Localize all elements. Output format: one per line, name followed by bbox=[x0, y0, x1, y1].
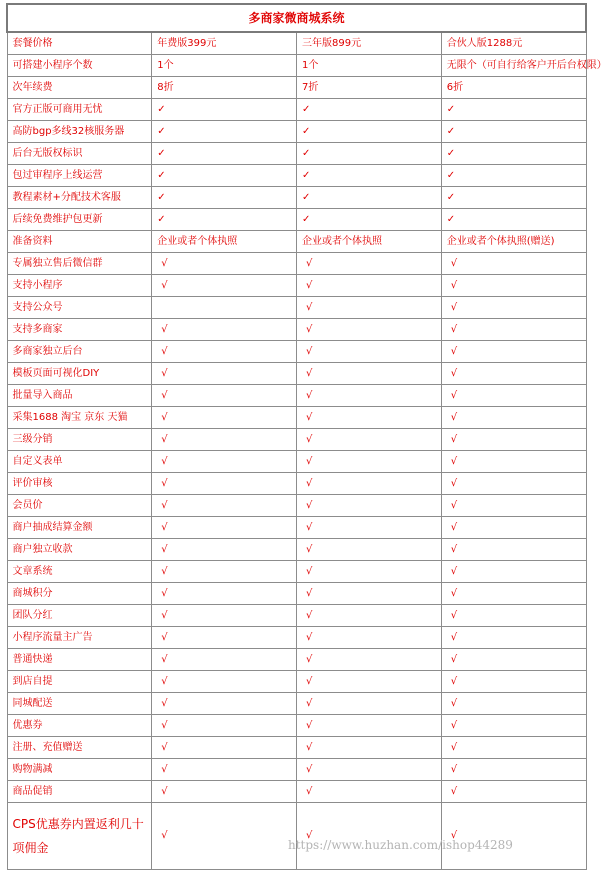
feature-name-cell: 优惠券 bbox=[7, 715, 152, 737]
feature-name-cell: 采集1688 淘宝 京东 天猫 bbox=[7, 407, 152, 429]
feature-name-cell: CPS优惠券内置返利几十项佣金 bbox=[7, 803, 152, 870]
table-title-row bbox=[7, 4, 586, 32]
plan-value-cell: √ bbox=[441, 693, 586, 715]
feature-row bbox=[7, 649, 586, 671]
plan-value-cell: ✓ bbox=[441, 209, 586, 231]
feature-row bbox=[7, 473, 586, 495]
plan-value-cell: √ bbox=[441, 539, 586, 561]
plan-value-cell: √ bbox=[297, 407, 442, 429]
table-title: 多商家微商城系统 bbox=[7, 4, 586, 32]
plan-value-cell: √ bbox=[152, 671, 297, 693]
feature-name-cell: 普通快递 bbox=[7, 649, 152, 671]
feature-name-cell: 评价审核 bbox=[7, 473, 152, 495]
feature-row bbox=[7, 495, 586, 517]
plan-value-cell: √ bbox=[152, 363, 297, 385]
feature-row bbox=[7, 517, 586, 539]
plan-value-cell: √ bbox=[297, 363, 442, 385]
plan-value-cell: √ bbox=[297, 517, 442, 539]
feature-row bbox=[7, 693, 586, 715]
plan-value-cell: ✓ bbox=[441, 165, 586, 187]
plan-value-cell: √ bbox=[441, 759, 586, 781]
feature-row bbox=[7, 451, 586, 473]
plan-value-cell: ✓ bbox=[297, 165, 442, 187]
feature-row bbox=[7, 319, 586, 341]
header-cell-annual: 年费版399元 bbox=[152, 32, 297, 55]
feature-name-cell: 支持小程序 bbox=[7, 275, 152, 297]
feature-name-cell: 购物满减 bbox=[7, 759, 152, 781]
plan-value-cell: 6折 bbox=[441, 77, 586, 99]
checkmark-row bbox=[7, 165, 586, 187]
plan-value-cell: √ bbox=[297, 627, 442, 649]
plan-value-cell: √ bbox=[297, 803, 442, 870]
feature-row bbox=[7, 429, 586, 451]
feature-row bbox=[7, 715, 586, 737]
plan-value-cell: √ bbox=[441, 341, 586, 363]
plan-value-cell: √ bbox=[297, 429, 442, 451]
watermark-url: https://www.huzhan.com/ishop44289 bbox=[288, 838, 513, 852]
plan-value-cell: √ bbox=[441, 407, 586, 429]
plan-value-cell: √ bbox=[152, 803, 297, 870]
plan-value-cell: √ bbox=[441, 781, 586, 803]
plan-value-cell: √ bbox=[441, 385, 586, 407]
plan-value-cell: √ bbox=[152, 341, 297, 363]
feature-name-cell: 支持多商家 bbox=[7, 319, 152, 341]
feature-name-cell: 注册、充值赠送 bbox=[7, 737, 152, 759]
feature-row bbox=[7, 671, 586, 693]
plan-value-cell: 企业或者个体执照 bbox=[297, 231, 442, 253]
plan-value-cell: √ bbox=[441, 319, 586, 341]
plan-value-cell: ✓ bbox=[297, 143, 442, 165]
plan-value-cell: √ bbox=[441, 451, 586, 473]
info-row bbox=[7, 77, 586, 99]
plan-value-cell bbox=[152, 297, 297, 319]
plan-value-cell: √ bbox=[297, 737, 442, 759]
plan-value-cell: √ bbox=[441, 429, 586, 451]
checkmark-row bbox=[7, 209, 586, 231]
feature-name-cell: 模板页面可视化DIY bbox=[7, 363, 152, 385]
feature-name-cell: 多商家独立后台 bbox=[7, 341, 152, 363]
plan-value-cell: ✓ bbox=[297, 99, 442, 121]
feature-name-cell: 商城积分 bbox=[7, 583, 152, 605]
feature-name-cell: 高防bgp多线32核服务器 bbox=[7, 121, 152, 143]
plan-value-cell: √ bbox=[441, 363, 586, 385]
plan-value-cell: √ bbox=[297, 649, 442, 671]
feature-row bbox=[7, 253, 586, 275]
feature-name-cell: 次年续费 bbox=[7, 77, 152, 99]
header-cell-three-year: 三年版899元 bbox=[297, 32, 442, 55]
checkmark-row bbox=[7, 99, 586, 121]
plan-value-cell: √ bbox=[297, 341, 442, 363]
feature-name-cell: 同城配送 bbox=[7, 693, 152, 715]
feature-row bbox=[7, 737, 586, 759]
plan-value-cell: √ bbox=[441, 803, 586, 870]
feature-row bbox=[7, 539, 586, 561]
plan-value-cell: ✓ bbox=[441, 187, 586, 209]
plan-value-cell: √ bbox=[441, 649, 586, 671]
plan-value-cell: √ bbox=[297, 671, 442, 693]
checkmark-row bbox=[7, 143, 586, 165]
feature-name-cell: 商品促销 bbox=[7, 781, 152, 803]
feature-name-cell: 商户独立收款 bbox=[7, 539, 152, 561]
header-row bbox=[7, 32, 586, 55]
plan-value-cell: √ bbox=[297, 539, 442, 561]
plan-value-cell: ✓ bbox=[297, 121, 442, 143]
feature-name-cell: 官方正版可商用无忧 bbox=[7, 99, 152, 121]
plan-value-cell: √ bbox=[152, 561, 297, 583]
plan-value-cell: √ bbox=[441, 583, 586, 605]
plan-value-cell: √ bbox=[152, 583, 297, 605]
plan-value-cell: ✓ bbox=[152, 165, 297, 187]
comparison-table-wrapper bbox=[6, 3, 607, 870]
plan-value-cell: √ bbox=[152, 627, 297, 649]
feature-row bbox=[7, 561, 586, 583]
plan-value-cell: √ bbox=[297, 561, 442, 583]
plan-value-cell: √ bbox=[441, 517, 586, 539]
plan-value-cell: √ bbox=[297, 693, 442, 715]
feature-row bbox=[7, 407, 586, 429]
plan-value-cell: √ bbox=[297, 759, 442, 781]
plan-value-cell: √ bbox=[152, 275, 297, 297]
feature-name-cell: 专属独立售后微信群 bbox=[7, 253, 152, 275]
feature-name-cell: 包过审程序上线运营 bbox=[7, 165, 152, 187]
plan-value-cell: ✓ bbox=[152, 209, 297, 231]
info-row bbox=[7, 55, 586, 77]
feature-row bbox=[7, 759, 586, 781]
plan-value-cell: √ bbox=[297, 583, 442, 605]
plan-value-cell: √ bbox=[441, 253, 586, 275]
plan-value-cell: √ bbox=[297, 385, 442, 407]
plan-value-cell: √ bbox=[297, 319, 442, 341]
plan-value-cell: √ bbox=[152, 319, 297, 341]
feature-name-cell: 教程素材+分配技术客服 bbox=[7, 187, 152, 209]
plan-value-cell: 企业或者个体执照 bbox=[152, 231, 297, 253]
feature-name-cell: 商户抽成结算金额 bbox=[7, 517, 152, 539]
checkmark-row bbox=[7, 121, 586, 143]
plan-value-cell: √ bbox=[297, 605, 442, 627]
feature-name-cell: 后台无版权标识 bbox=[7, 143, 152, 165]
plan-value-cell: √ bbox=[441, 275, 586, 297]
plan-value-cell: √ bbox=[297, 715, 442, 737]
feature-row bbox=[7, 385, 586, 407]
plan-value-cell: √ bbox=[297, 253, 442, 275]
plan-value-cell: √ bbox=[152, 473, 297, 495]
feature-name-cell: 团队分红 bbox=[7, 605, 152, 627]
plan-value-cell: √ bbox=[297, 473, 442, 495]
feature-name-cell: 自定义表单 bbox=[7, 451, 152, 473]
plan-value-cell: 1个 bbox=[152, 55, 297, 77]
feature-name-cell: 批量导入商品 bbox=[7, 385, 152, 407]
cps-feature-row bbox=[7, 803, 586, 870]
feature-row bbox=[7, 627, 586, 649]
plan-value-cell: ✓ bbox=[152, 99, 297, 121]
plan-value-cell: √ bbox=[441, 671, 586, 693]
plan-value-cell: ✓ bbox=[441, 143, 586, 165]
plan-value-cell: √ bbox=[441, 561, 586, 583]
plan-value-cell: 无限个（可自行给客户开后台权限） bbox=[441, 55, 586, 77]
plan-value-cell: √ bbox=[152, 385, 297, 407]
feature-name-cell: 到店自提 bbox=[7, 671, 152, 693]
feature-name-cell: 三级分销 bbox=[7, 429, 152, 451]
feature-name-cell: 可搭建小程序个数 bbox=[7, 55, 152, 77]
feature-name-cell: 准备资料 bbox=[7, 231, 152, 253]
plan-value-cell: √ bbox=[152, 781, 297, 803]
plan-value-cell: ✓ bbox=[152, 143, 297, 165]
header-cell-plan: 套餐价格 bbox=[7, 32, 152, 55]
plan-value-cell: √ bbox=[297, 495, 442, 517]
plan-value-cell: √ bbox=[297, 297, 442, 319]
plan-value-cell: √ bbox=[152, 539, 297, 561]
plan-value-cell: √ bbox=[152, 605, 297, 627]
plan-value-cell: √ bbox=[152, 451, 297, 473]
plan-value-cell: 1个 bbox=[297, 55, 442, 77]
plan-value-cell: √ bbox=[152, 495, 297, 517]
plan-value-cell: √ bbox=[441, 715, 586, 737]
checkmark-row bbox=[7, 187, 586, 209]
feature-name-cell: 后续免费维护包更新 bbox=[7, 209, 152, 231]
plan-value-cell: √ bbox=[152, 759, 297, 781]
feature-row bbox=[7, 275, 586, 297]
plan-value-cell: √ bbox=[297, 451, 442, 473]
feature-name-cell: 会员价 bbox=[7, 495, 152, 517]
plan-value-cell: √ bbox=[152, 715, 297, 737]
feature-row bbox=[7, 297, 586, 319]
feature-name-cell: 文章系统 bbox=[7, 561, 152, 583]
feature-row bbox=[7, 605, 586, 627]
plan-value-cell: 企业或者个体执照(赠送) bbox=[441, 231, 586, 253]
plan-value-cell: ✓ bbox=[152, 121, 297, 143]
plan-value-cell: ✓ bbox=[152, 187, 297, 209]
plan-value-cell: 7折 bbox=[297, 77, 442, 99]
documents-row bbox=[7, 231, 586, 253]
plan-value-cell: √ bbox=[152, 737, 297, 759]
plan-value-cell: √ bbox=[297, 781, 442, 803]
plan-value-cell: ✓ bbox=[297, 187, 442, 209]
plan-value-cell: √ bbox=[441, 605, 586, 627]
feature-row bbox=[7, 781, 586, 803]
plan-value-cell: √ bbox=[152, 517, 297, 539]
plan-value-cell: √ bbox=[152, 649, 297, 671]
header-cell-partner: 合伙人版1288元 bbox=[441, 32, 586, 55]
plan-value-cell: √ bbox=[441, 297, 586, 319]
plan-value-cell: ✓ bbox=[297, 209, 442, 231]
plan-comparison-table bbox=[6, 3, 607, 870]
plan-value-cell: √ bbox=[152, 693, 297, 715]
feature-row bbox=[7, 583, 586, 605]
plan-value-cell: 8折 bbox=[152, 77, 297, 99]
plan-value-cell: ✓ bbox=[441, 121, 586, 143]
feature-row bbox=[7, 363, 586, 385]
plan-value-cell: √ bbox=[297, 275, 442, 297]
plan-value-cell: √ bbox=[152, 407, 297, 429]
feature-name-cell: 支持公众号 bbox=[7, 297, 152, 319]
plan-value-cell: √ bbox=[441, 495, 586, 517]
feature-row bbox=[7, 341, 586, 363]
plan-value-cell: √ bbox=[441, 627, 586, 649]
plan-value-cell: √ bbox=[441, 737, 586, 759]
feature-name-cell: 小程序流量主广告 bbox=[7, 627, 152, 649]
plan-value-cell: ✓ bbox=[441, 99, 586, 121]
plan-value-cell: √ bbox=[152, 253, 297, 275]
plan-value-cell: √ bbox=[152, 429, 297, 451]
plan-value-cell: √ bbox=[441, 473, 586, 495]
